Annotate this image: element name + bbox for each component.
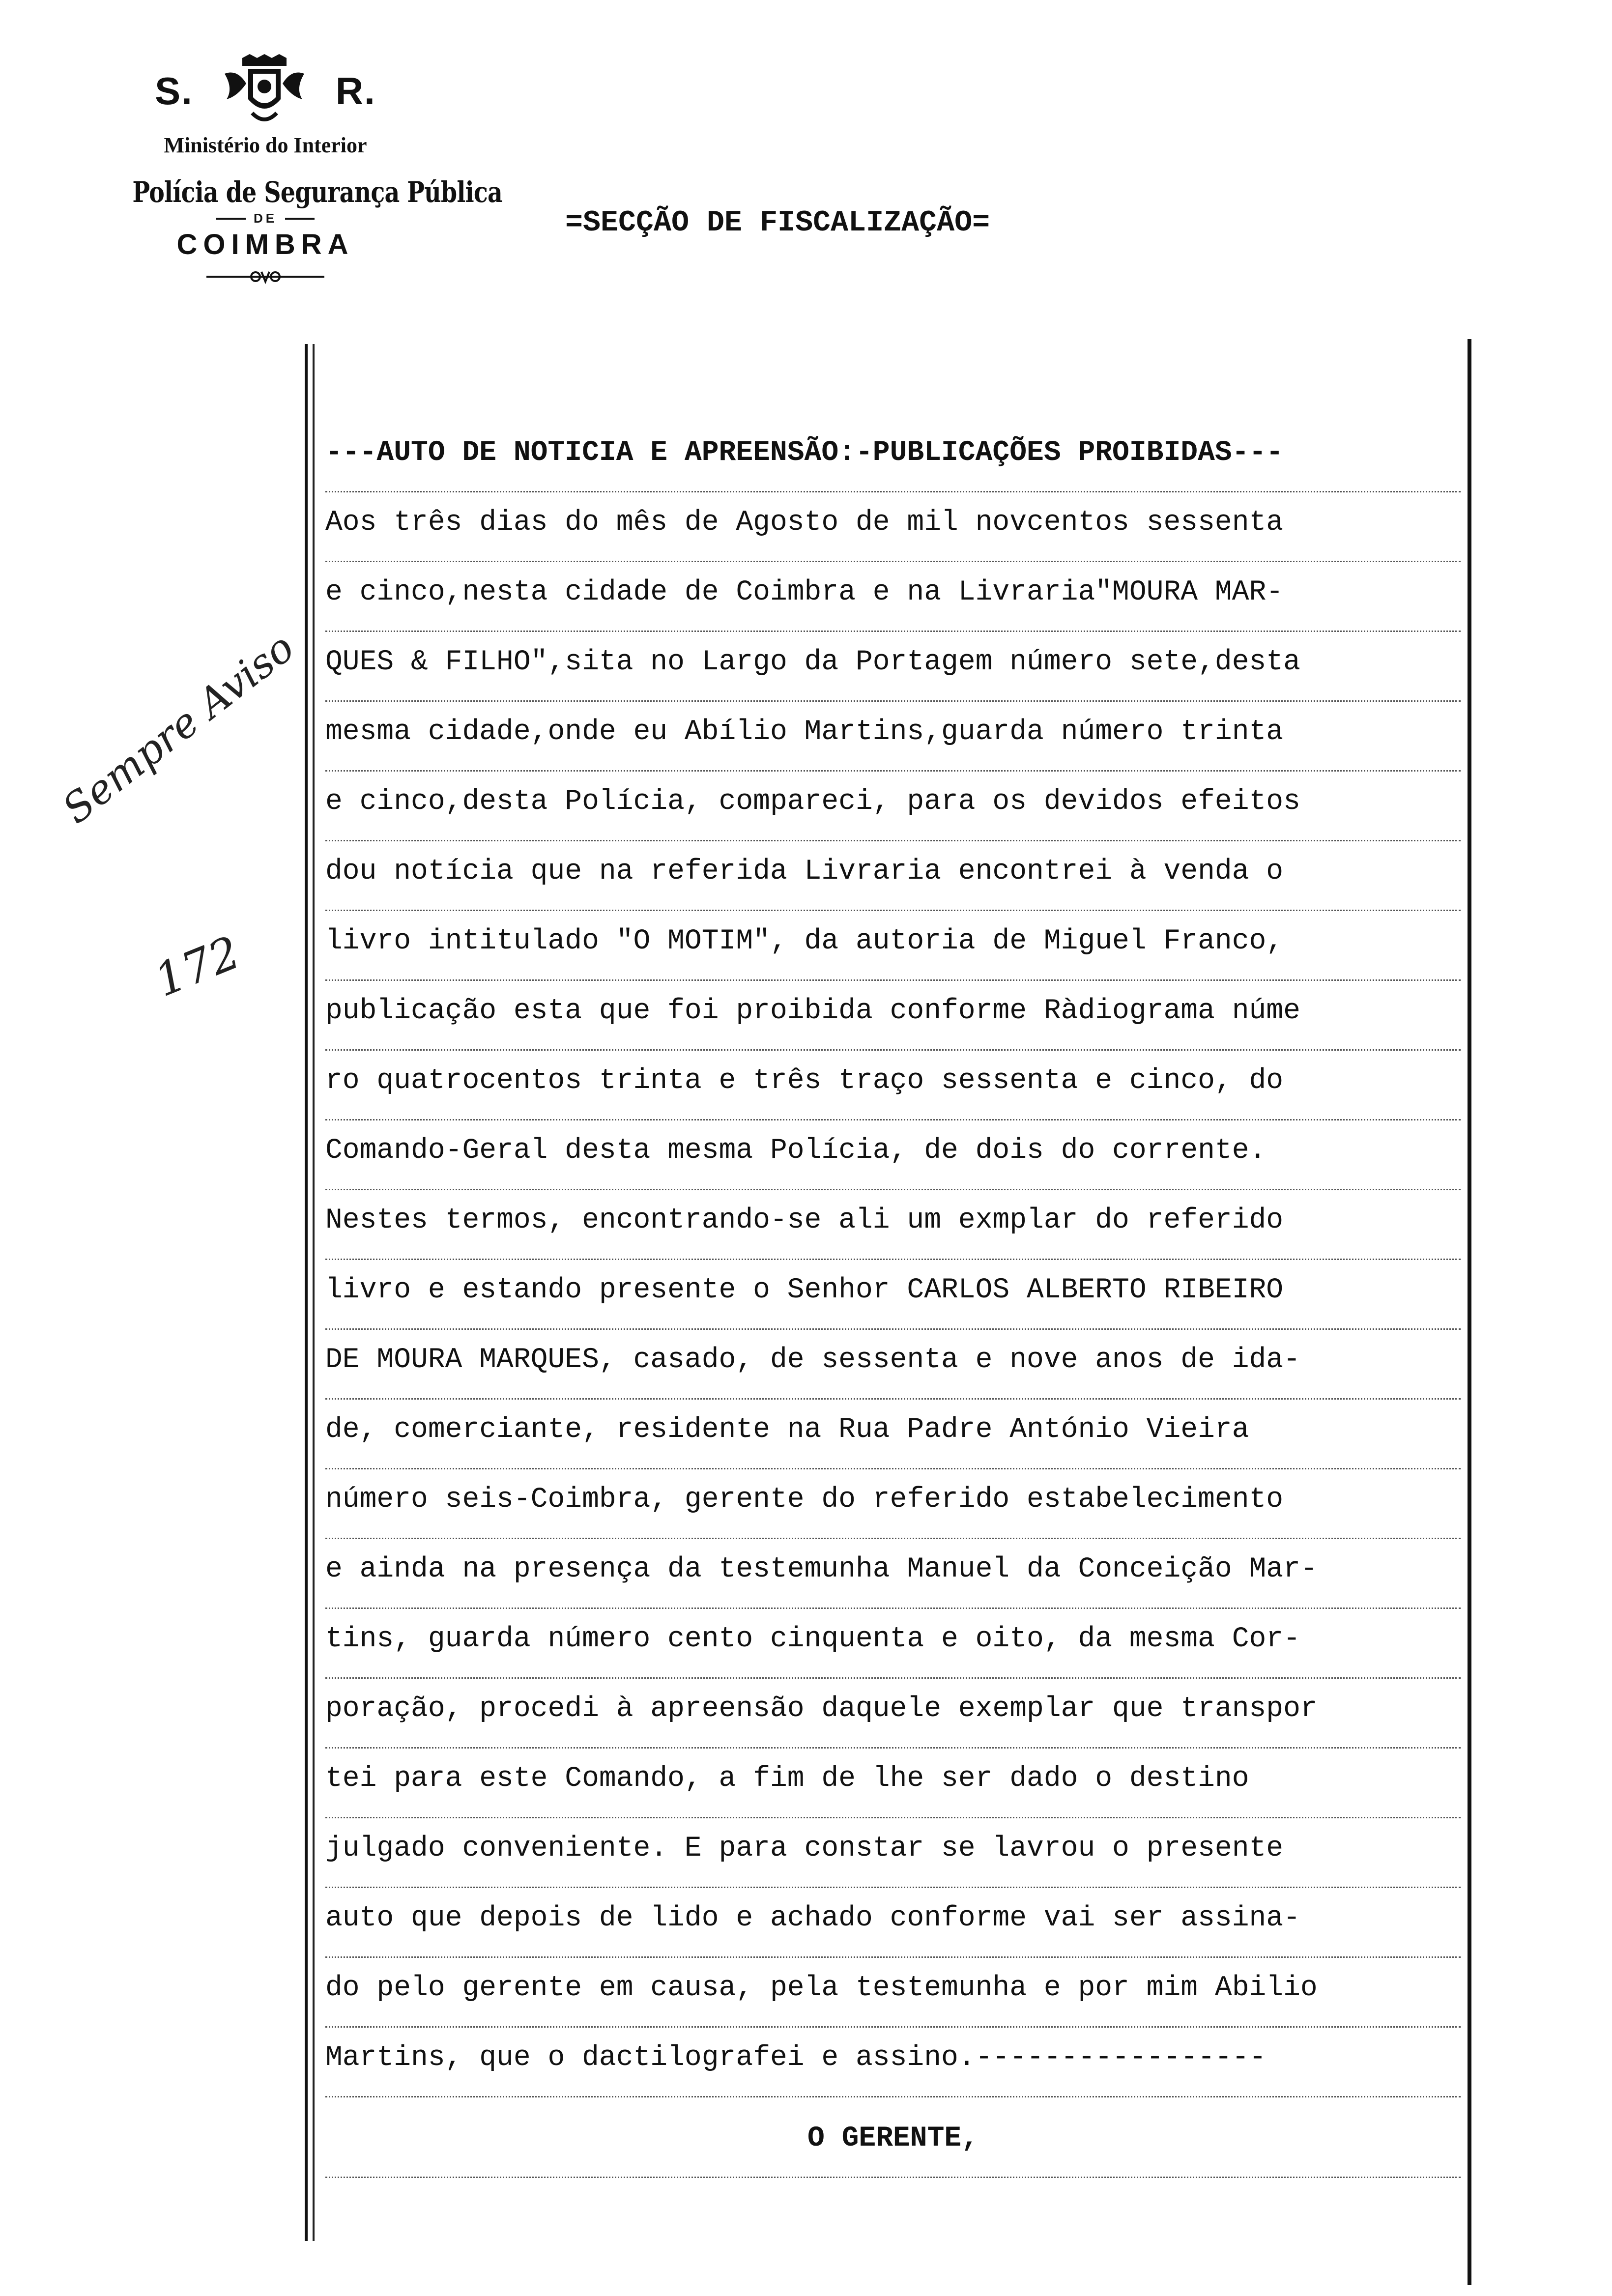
body-line: livro intitulado "O MOTIM", da autoria de Miguel Franco,: [325, 911, 1461, 981]
body-line: Martins, que o dactilografei e assino.-----------------: [325, 2028, 1461, 2097]
section-title: =SECÇÃO DE FISCALIZAÇÃO=: [565, 206, 990, 240]
report-heading: ---AUTO DE NOTICIA E APREENSÃO:-PUBLICAÇÕES PROIBIDAS---: [325, 423, 1461, 492]
divider: [216, 218, 246, 220]
divider: [285, 218, 315, 220]
body-line: DE MOURA MARQUES, casado, de sessenta e nove anos de ida-: [325, 1330, 1461, 1400]
handwritten-margin-number: 172: [147, 926, 247, 1007]
body-line: dou notícia que na referida Livraria encontrei à venda o: [325, 841, 1461, 911]
body-line: ro quatrocentos trinta e três traço sessenta e cinco, do: [325, 1051, 1461, 1120]
body-line: Nestes termos, encontrando-se ali um exmplar do referido: [325, 1190, 1461, 1260]
police-name: Polícia de Segurança Pública: [132, 175, 502, 209]
body-line: e cinco,nesta cidade de Coimbra e na Livraria"MOURA MAR-: [325, 562, 1461, 632]
body-line: livro e estando presente o Senhor CARLOS ALBERTO RIBEIRO: [325, 1260, 1461, 1330]
letterhead: [103, 54, 502, 286]
margin-rule-right: [1468, 339, 1471, 2285]
margin-rule-left-inner: [313, 344, 315, 2241]
body-line: julgado conveniente. E para constar se lavrou o presente: [325, 1818, 1461, 1888]
margin-rule-left: [305, 344, 308, 2241]
body-line: de, comerciante, residente na Rua Padre António Vieira: [325, 1400, 1461, 1469]
body-line: tins, guarda número cento cinquenta e oito, da mesma Cor-: [325, 1609, 1461, 1679]
ministry-name: Ministério do Interior: [164, 133, 367, 157]
coat-of-arms-icon: [223, 54, 306, 128]
body-line: tei para este Comando, a fim de lhe ser dado o destino: [325, 1749, 1461, 1818]
body-line: mesma cidade,onde eu Abílio Martins,guarda número trinta: [325, 702, 1461, 772]
body-line: QUES & FILHO",sita no Largo da Portagem número sete,desta: [325, 632, 1461, 702]
report-body: [325, 423, 1461, 2097]
body-line: e cinco,desta Polícia, compareci, para os devidos efeitos: [325, 772, 1461, 841]
body-line: e ainda na presença da testemunha Manuel da Conceição Mar-: [325, 1539, 1461, 1609]
letterhead-de: [103, 211, 428, 226]
body-line: Aos três dias do mês de Agosto de mil novcentos sessenta: [325, 492, 1461, 562]
body-line: Comando-Geral desta mesma Polícia, de dois do corrente.: [325, 1120, 1461, 1190]
letterhead-right-initial: R.: [335, 69, 376, 113]
body-line: número seis-Coimbra, gerente do referido estabelecimento: [325, 1469, 1461, 1539]
ornament-icon: [206, 268, 324, 286]
body-line: poração, procedi à apreensão daquele exemplar que transpor: [325, 1679, 1461, 1749]
city-name: COIMBRA: [176, 229, 354, 260]
body-line: publicação esta que foi proibida conforme Ràdiograma núme: [325, 981, 1461, 1051]
body-line: auto que depois de lido e achado conforme vai ser assina-: [325, 1888, 1461, 1958]
handwritten-margin-note: Sempre Aviso: [54, 624, 303, 833]
letterhead-de-text: DE: [253, 211, 278, 226]
body-line: do pelo gerente em causa, pela testemunha e por mim Abilio: [325, 1958, 1461, 2028]
letterhead-initials: [103, 54, 428, 128]
signature-label: O GERENTE,: [325, 2108, 1461, 2178]
letterhead-left-initial: S.: [155, 69, 193, 113]
